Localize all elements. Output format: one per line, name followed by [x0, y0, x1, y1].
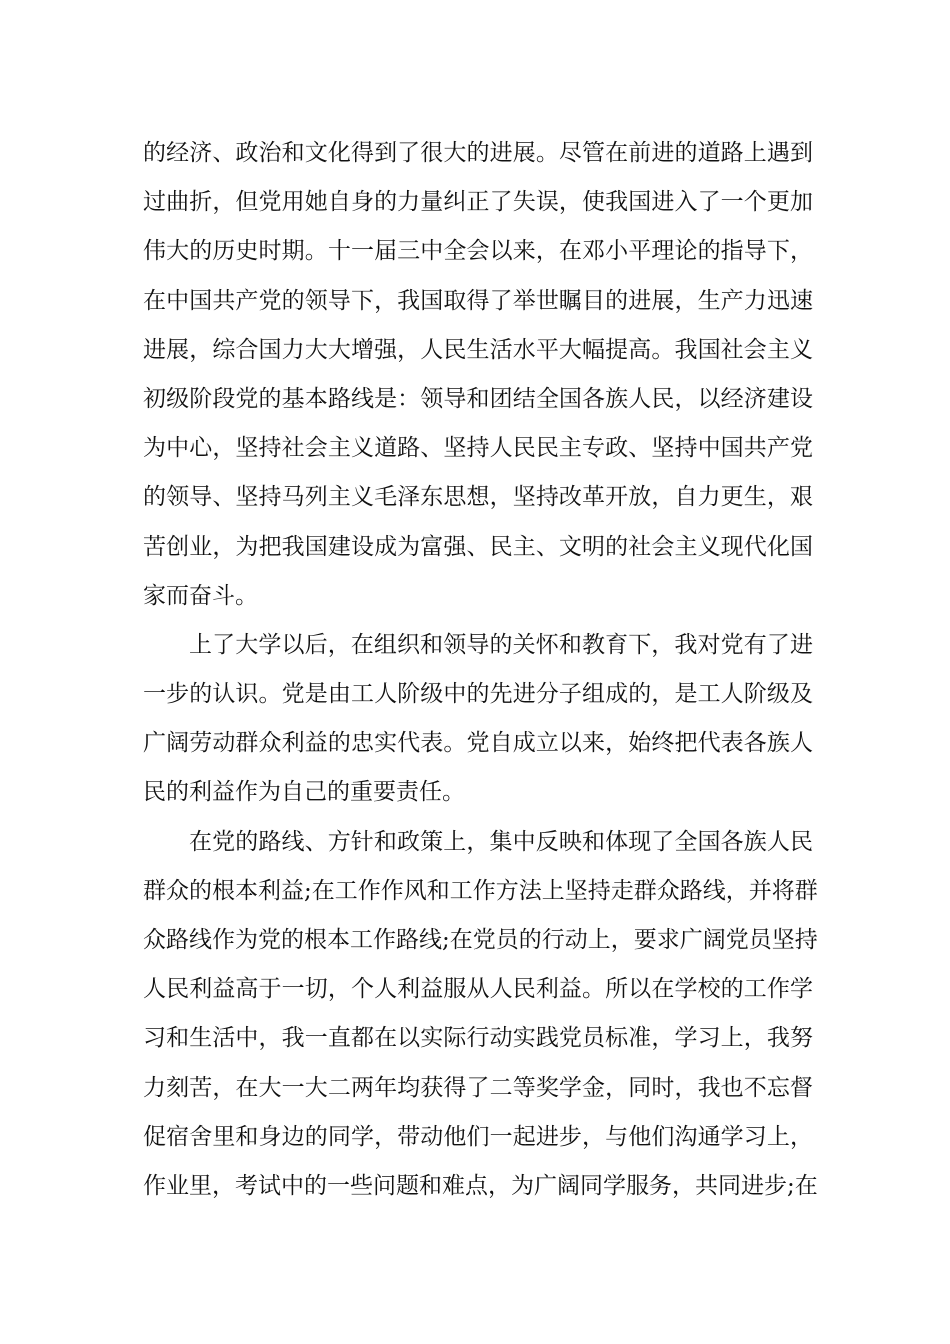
text-line: 习和生活中，我一直都在以实际行动实践党员标准，学习上，我努 — [143, 1025, 813, 1052]
text-line: 人民利益高于一切，个人利益服从人民利益。所以在学校的工作学 — [143, 976, 813, 1003]
text-line: 家而奋斗。 — [143, 582, 258, 609]
text-line: 众路线作为党的根本工作路线;在党员的行动上，要求广阔党员坚持 — [143, 927, 818, 953]
text-line: 初级阶段党的基本路线是：领导和团结全国各族人民，以经济建设 — [143, 385, 813, 412]
text-line: 力刻苦，在大一大二两年均获得了二等奖学金，同时，我也不忘督 — [143, 1074, 813, 1101]
text-line: 广阔劳动群众利益的忠实代表。党自成立以来，始终把代表各族人 — [143, 730, 813, 757]
text-line: 促宿舍里和身边的同学，带动他们一起进步，与他们沟通学习上， — [143, 1123, 813, 1150]
text-line: 为中心，坚持社会主义道路、坚持人民民主专政、坚持中国共产党 — [143, 435, 813, 462]
document-body — [143, 129, 818, 1211]
text-line: 一步的认识。党是由工人阶级中的先进分子组成的，是工人阶级及 — [143, 681, 813, 708]
text-line: 伟大的历史时期。十一届三中全会以来，在邓小平理论的指导下， — [143, 238, 813, 265]
text-line: 在中国共产党的领导下，我国取得了举世瞩目的进展，生产力迅速 — [143, 287, 813, 314]
text-line: 过曲折，但党用她自身的力量纠正了失误，使我国进入了一个更加 — [143, 189, 813, 216]
paragraph-first-line: 在党的路线、方针和政策上，集中反映和体现了全国各族人民 — [189, 828, 813, 855]
paragraph-first-line: 上了大学以后，在组织和领导的关怀和教育下，我对党有了进 — [189, 631, 813, 658]
text-line: 群众的根本利益;在工作作风和工作方法上坚持走群众路线，并将群 — [143, 877, 818, 904]
text-line: 的领导、坚持马列主义毛泽东思想，坚持改革开放，自力更生，艰 — [143, 484, 813, 511]
text-line: 民的利益作为自己的重要责任。 — [143, 779, 465, 806]
text-line: 进展，综合国力大大增强，人民生活水平大幅提高。我国社会主义 — [143, 336, 813, 363]
text-line: 作业里，考试中的一些问题和难点，为广阔同学服务，共同进步;在 — [143, 1172, 818, 1199]
text-line: 的经济、政治和文化得到了很大的进展。尽管在前进的道路上遇到 — [143, 140, 813, 166]
text-line: 苦创业，为把我国建设成为富强、民主、文明的社会主义现代化国 — [143, 533, 813, 560]
